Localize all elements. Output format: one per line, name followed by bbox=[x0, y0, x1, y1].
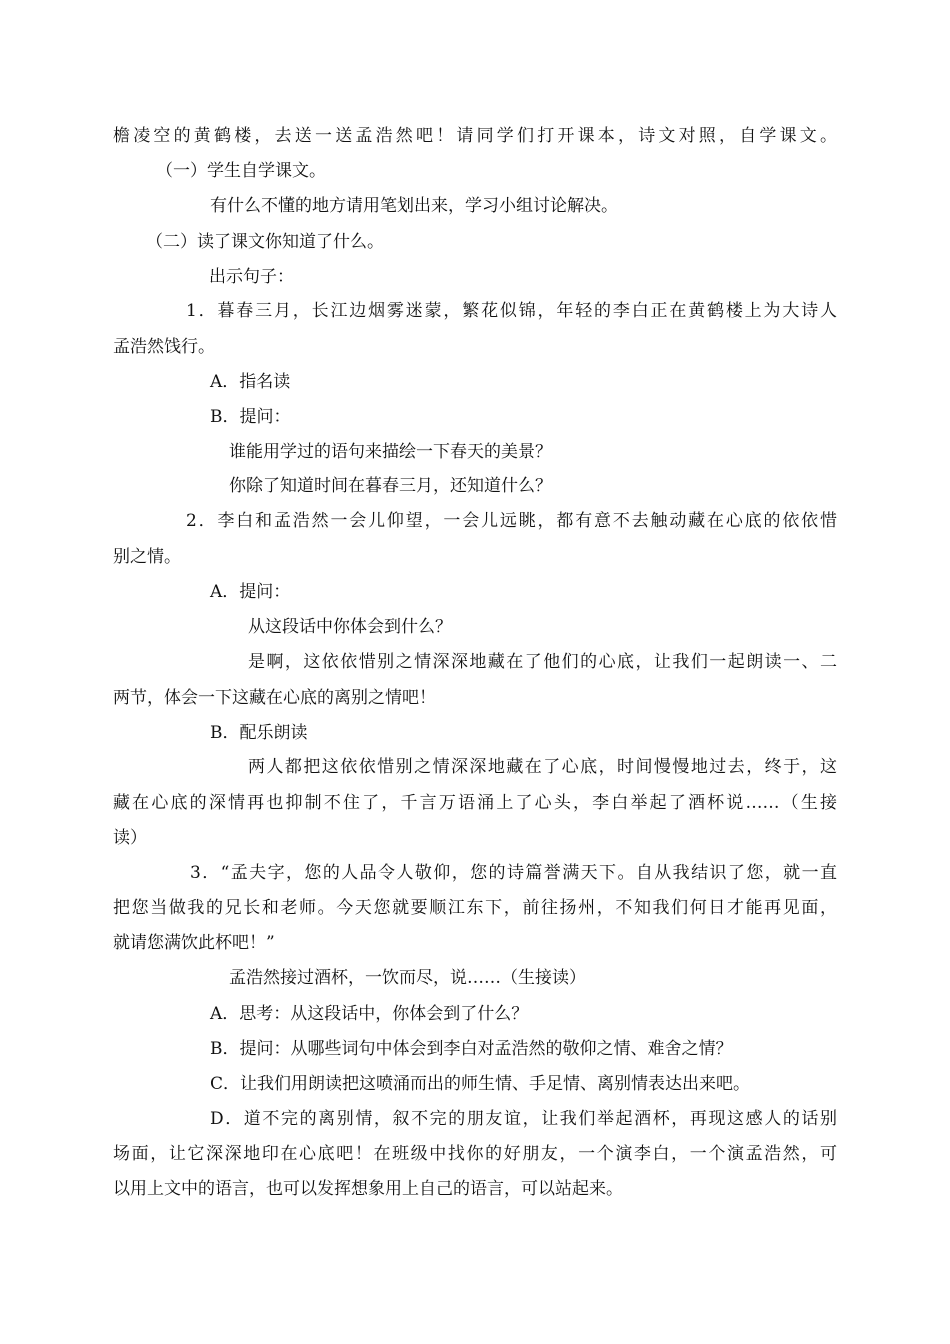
sub-item: D．道不完的离别情，叙不完的朋友谊，让我们举起酒杯，再现这感人的话别 bbox=[210, 1109, 837, 1129]
question-line: 从这段话中你体会到什么？ bbox=[248, 617, 452, 637]
section-heading: （一）学生自学课文。 bbox=[156, 161, 326, 181]
text-line: 两人都把这依依惜别之情深深地藏在了心底，时间慢慢地过去，终于，这 bbox=[248, 757, 837, 777]
sub-item: B．配乐朗读 bbox=[210, 723, 308, 743]
section-heading: （二）读了课文你知道了什么。 bbox=[146, 232, 384, 252]
text-line: 就请您满饮此杯吧！” bbox=[113, 933, 275, 953]
sub-item: A．提问： bbox=[210, 582, 291, 602]
text-line: 孟浩然接过酒杯，一饮而尽，说……（生接读） bbox=[229, 968, 586, 988]
question-line: 你除了知道时间在暮春三月，还知道什么？ bbox=[229, 476, 552, 496]
sub-item: B．提问：从哪些词句中体会到李白对孟浩然的敬仰之情、难舍之情？ bbox=[210, 1039, 733, 1059]
question-line: 谁能用学过的语句来描绘一下春天的美景？ bbox=[229, 442, 552, 462]
sub-item: B．提问： bbox=[210, 407, 291, 427]
sub-item: A．思考：从这段话中，你体会到了什么？ bbox=[210, 1004, 529, 1024]
sub-item: C．让我们用朗读把这喷涌而出的师生情、手足情、离别情表达出来吧。 bbox=[210, 1074, 751, 1094]
numbered-item: 3．“孟夫字，您的人品令人敬仰，您的诗篇誉满天下。自从我结识了您，就一直 bbox=[190, 863, 837, 883]
text-line: 读） bbox=[113, 828, 147, 848]
sub-item: A．指名读 bbox=[210, 372, 291, 392]
text-line: 场面，让它深深地印在心底吧！在班级中找你的好朋友，一个演李白，一个演孟浩然，可 bbox=[113, 1144, 837, 1164]
numbered-item: 1．暮春三月，长江边烟雾迷蒙，繁花似锦，年轻的李白正在黄鹤楼上为大诗人 bbox=[186, 301, 837, 321]
numbered-item: 2．李白和孟浩然一会儿仰望，一会儿远眺，都有意不去触动藏在心底的依依惜 bbox=[186, 511, 837, 531]
text-line: 把您当做我的兄长和老师。今天您就要顺江东下，前往扬州，不知我们何日才能再见面， bbox=[113, 898, 837, 918]
text-line: 出示句子： bbox=[209, 267, 294, 287]
text-line: 檐凌空的黄鹤楼，去送一送孟浩然吧！请同学们打开课本，诗文对照，自学课文。 bbox=[113, 126, 837, 146]
text-line: 藏在心底的深情再也抑制不住了，千言万语涌上了心头，李白举起了酒杯说……（生接 bbox=[113, 793, 837, 813]
text-line: 以用上文中的语言，也可以发挥想象用上自己的语言，可以站起来。 bbox=[113, 1179, 623, 1199]
text-line: 两节，体会一下这藏在心底的离别之情吧！ bbox=[113, 688, 436, 708]
text-line: 孟浩然饯行。 bbox=[113, 337, 215, 357]
text-line: 别之情。 bbox=[113, 547, 181, 567]
text-line: 有什么不懂的地方请用笔划出来，学习小组讨论解决。 bbox=[210, 196, 618, 216]
text-line: 是啊，这依依惜别之情深深地藏在了他们的心底，让我们一起朗读一、二 bbox=[248, 652, 837, 672]
